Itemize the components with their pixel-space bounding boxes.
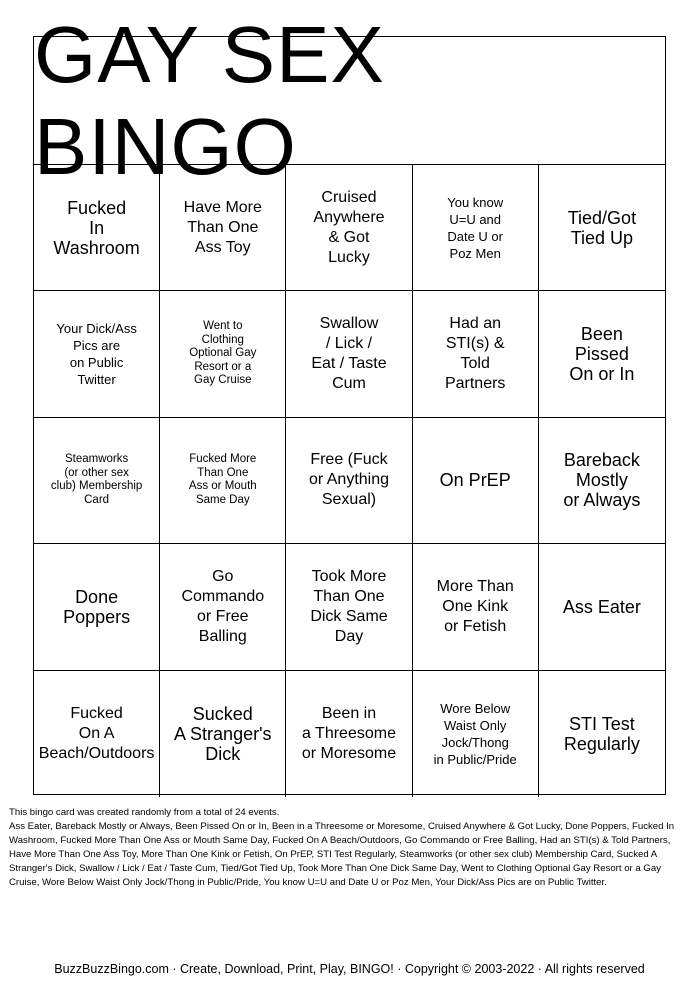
bingo-cell: Had an STI(s) & Told Partners bbox=[413, 291, 539, 417]
bingo-cell: Fucked In Washroom bbox=[34, 165, 160, 291]
card-info bbox=[9, 806, 693, 890]
bingo-cell: Your Dick/Ass Pics are on Public Twitter bbox=[34, 291, 160, 417]
bingo-cell: More Than One Kink or Fetish bbox=[413, 544, 539, 670]
bingo-cell: Cruised Anywhere & Got Lucky bbox=[286, 165, 412, 291]
bingo-cell: On PrEP bbox=[413, 418, 539, 544]
bingo-cell: Go Commando or Free Balling bbox=[160, 544, 286, 670]
bingo-cell: Bareback Mostly or Always bbox=[539, 418, 665, 544]
bingo-cell: Tied/Got Tied Up bbox=[539, 165, 665, 291]
bingo-grid bbox=[34, 165, 665, 797]
bingo-cell: Been Pissed On or In bbox=[539, 291, 665, 417]
bingo-cell: Ass Eater bbox=[539, 544, 665, 670]
bingo-cell: Wore Below Waist Only Jock/Thong in Public/Pride bbox=[413, 671, 539, 797]
bingo-cell: Have More Than One Ass Toy bbox=[160, 165, 286, 291]
bingo-cell: Done Poppers bbox=[34, 544, 160, 670]
bingo-cell: Steamworks (or other sex club) Membership Card bbox=[34, 418, 160, 544]
bingo-cell: You know U=U and Date U or Poz Men bbox=[413, 165, 539, 291]
bingo-cell: STI Test Regularly bbox=[563, 713, 640, 754]
bingo-card bbox=[33, 9, 666, 795]
info-events: Ass Eater, Bareback Mostly or Always, Been Pissed On or In, Been in a Threesome or Moresome, Cruised Anywhere & Got Lucky, Done Poppers, Fucked In Washroom, Fucked More Than One Ass or Mouth Same Day, Fucked On A Beach/Outdoors, Go Commando or Free Balling, Had an STI(s) & Told Partners, Have More Than One Ass Toy, More Than One Kink or Fetish, On PrEP, STI Test Regularly, Steamworks (or other sex club) Membership Card, Sucked A Stranger's Dick, Swallow / Lick / Eat / Taste Cum, Tied/Got Tied Up, Took More Than One Dick Same Day, Went to Clothing Optional Gay Resort or a Gay Cruise, Wore Below Waist Only Jock/Thong in Public/Pride, You know U=U and Date U or Poz Men, Your Dick/Ass Pics are on Public Twitter. bbox=[9, 821, 675, 888]
bingo-cell: Free (Fuck or Anything Sexual) bbox=[286, 418, 412, 544]
info-summary: This bingo card was created randomly from a total of 24 events. bbox=[9, 807, 280, 818]
bingo-cell: Went to Clothing Optional Gay Resort or a Gay Cruise bbox=[160, 291, 286, 417]
bingo-cell: Sucked A Stranger's Dick bbox=[160, 671, 286, 797]
footer: BuzzBuzzBingo.com · Create, Download, Print, Play, BINGO! · Copyright © 2003-2022 · All rights reserved bbox=[54, 962, 645, 976]
bingo-cell: Been in a Threesome or Moresome bbox=[286, 671, 412, 797]
bingo-cell: Fucked More Than One Ass or Mouth Same Day bbox=[160, 418, 286, 544]
bingo-cell: Swallow / Lick / Eat / Taste Cum bbox=[286, 291, 412, 417]
bingo-cell: Took More Than One Dick Same Day bbox=[286, 544, 412, 670]
card-title: GAY SEX BINGO bbox=[34, 37, 665, 165]
bingo-cell: Fucked On A Beach/Outdoors bbox=[34, 671, 160, 797]
